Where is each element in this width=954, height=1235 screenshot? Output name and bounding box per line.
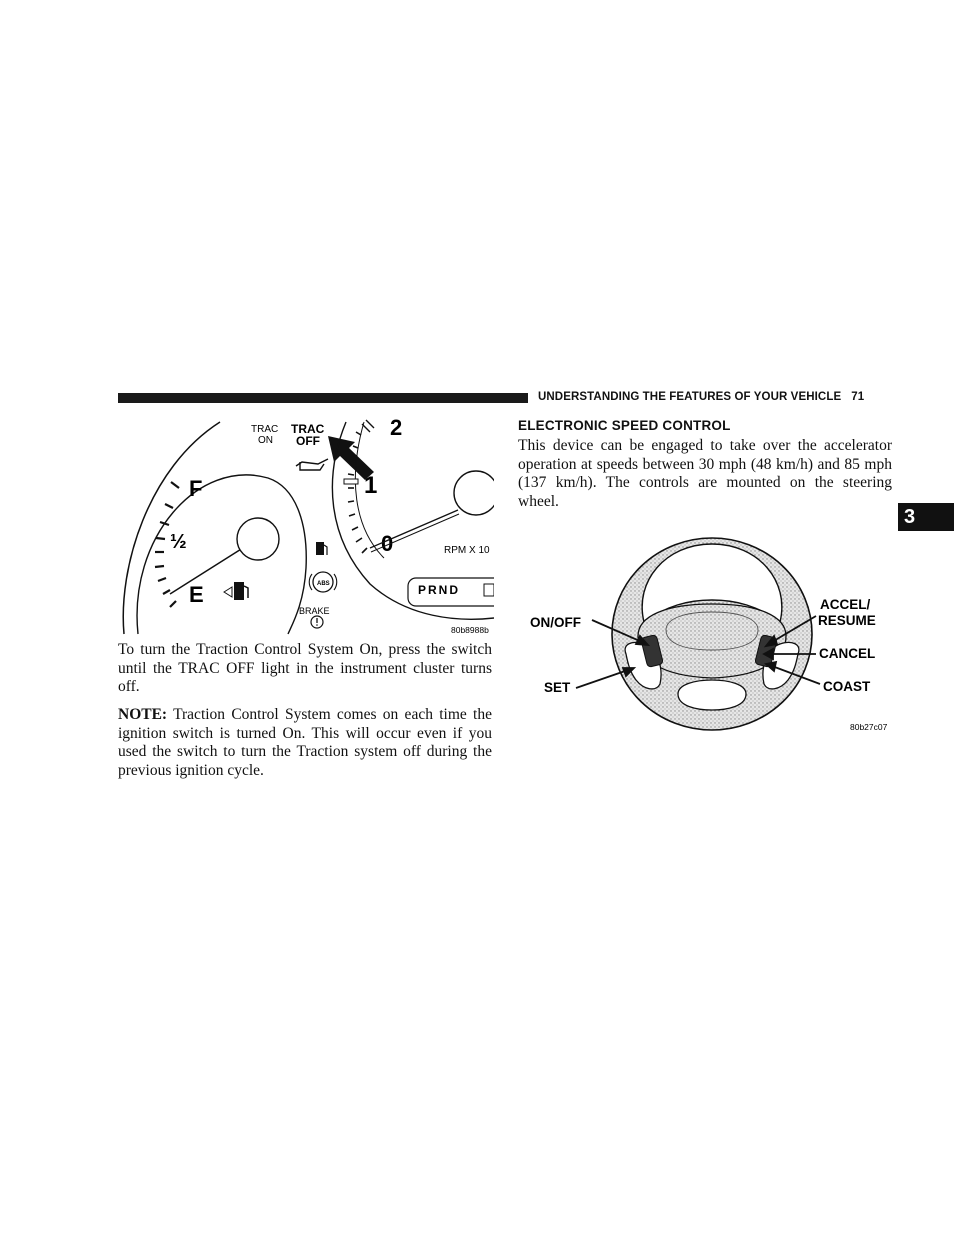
fuel-half-label: ½ <box>170 531 187 553</box>
cancel-label: CANCEL <box>819 646 876 661</box>
note-paragraph <box>118 706 492 781</box>
speed-control-paragraph: This device can be engaged to take over the accelerator operation at speeds between 30 mph (48 km/h) and 85 mph (137 km/h). The controls are mounted on the steering wheel. <box>518 437 892 511</box>
instrument-cluster-figure <box>118 418 494 636</box>
prnd-label: PRND <box>418 583 461 597</box>
header-rule <box>118 393 528 403</box>
chapter-tab: 3 <box>898 503 954 531</box>
note-text: Traction Control System comes on each time the ignition switch is turned On. This will occur even if you used the switch to turn the Traction system off during the previous ignition cycle. <box>118 706 492 780</box>
note-label: NOTE: <box>118 706 168 723</box>
brake-warning-icon <box>311 616 323 628</box>
trac-on-line2: ON <box>258 435 273 446</box>
steering-wheel-icon <box>612 538 812 730</box>
oil-pressure-icon <box>296 459 328 470</box>
trac-off-line1: TRAC <box>291 422 325 436</box>
fuel-pump-icon <box>224 582 248 600</box>
steering-wheel-figure <box>526 526 892 736</box>
on-off-label: ON/OFF <box>530 615 581 630</box>
section-title: ELECTRONIC SPEED CONTROL <box>518 418 731 433</box>
fuel-empty-label: E <box>189 582 204 607</box>
rpm-unit-label: RPM X 10 <box>444 545 490 556</box>
cluster-figure-code: 80b8988b <box>451 625 489 635</box>
abs-label: ABS <box>317 581 330 587</box>
trac-on-line1: TRAC <box>251 424 279 435</box>
running-header <box>538 391 864 403</box>
brake-label: BRAKE <box>299 606 330 616</box>
rpm-1-label: 1 <box>364 472 378 499</box>
accel-label-line1: ACCEL/ <box>820 597 871 612</box>
trac-off-line2: OFF <box>296 434 320 448</box>
header-title: UNDERSTANDING THE FEATURES OF YOUR VEHICLE <box>538 391 842 403</box>
accel-label-line2: RESUME <box>818 613 876 628</box>
page-number: 71 <box>851 391 865 403</box>
set-label: SET <box>544 680 571 695</box>
rpm-0-label: 0 <box>381 531 394 556</box>
low-fuel-icon <box>316 542 327 555</box>
fuel-full-label: F <box>189 476 203 501</box>
traction-on-paragraph: To turn the Traction Control System On, press the switch until the TRAC OFF light in the instrument cluster turns off. <box>118 641 492 696</box>
rpm-2-label: 2 <box>390 418 403 440</box>
coast-label: COAST <box>823 679 871 694</box>
abs-icon <box>309 572 337 592</box>
wheel-figure-code: 80b27c07 <box>850 722 888 732</box>
